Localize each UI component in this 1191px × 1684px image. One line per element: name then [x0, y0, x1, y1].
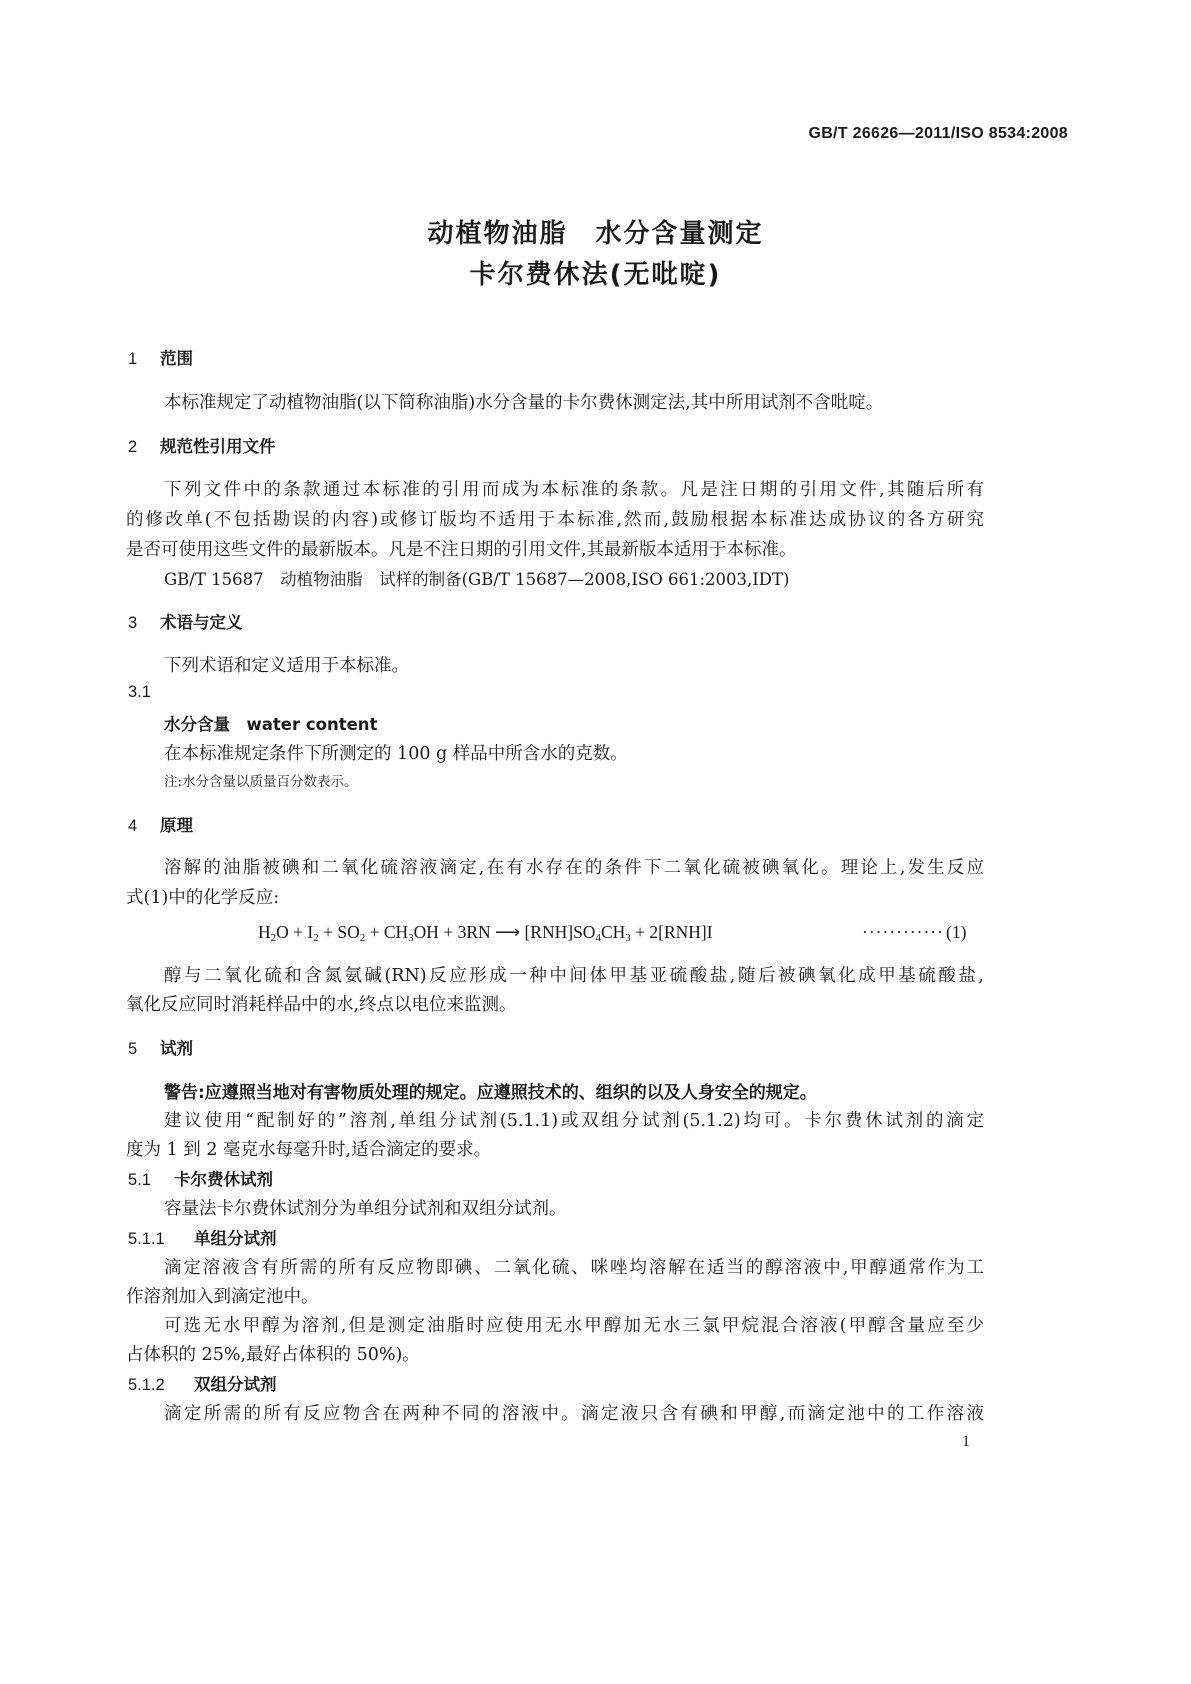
section-3-heading [128, 609, 243, 633]
section-title: 规范性引用文件 [160, 437, 276, 456]
subsection-title: 双组分试剂 [194, 1375, 277, 1394]
section-number: 4 [128, 817, 138, 835]
section-number: 1 [128, 350, 138, 368]
paragraph-line: 度为 1 到 2 毫克水每毫升时,适合滴定的要求。 [126, 1140, 492, 1160]
paragraph-line: 式(1)中的化学反应: [126, 888, 280, 908]
paragraph: 本标准规定了动植物油脂(以下简称油脂)水分含量的卡尔费休测定法,其中所用试剂不含吡啶。 [164, 393, 884, 413]
section-4-heading [128, 812, 193, 836]
safety-warning: 警告:应遵照当地对有害物质处理的规定。应遵照技术的、组织的以及人身安全的规定。 [164, 1083, 817, 1103]
section-title: 原理 [160, 816, 193, 835]
section-number: 3 [128, 614, 138, 632]
section-title: 范围 [160, 349, 193, 368]
paragraph-line: 作溶剂加入到滴定池中。 [126, 1287, 319, 1307]
paragraph-line: 醇与二氧化硫和含氮氨碱(RN)反应形成一种中间体甲基亚硫酸盐,随后被碘氧化成甲基硫酸盐, [164, 966, 984, 986]
subsection-number: 5.1.2 [128, 1376, 165, 1394]
term-number-text: 3.1 [128, 683, 151, 701]
subsection-5-1-heading [128, 1166, 273, 1190]
term-definition: 在本标准规定条件下所测定的 100 g 样品中所含水的克数。 [164, 744, 628, 764]
section-title: 术语与定义 [160, 613, 243, 632]
normative-reference: GB/T 15687 动植物油脂 试样的制备(GB/T 15687—2008,ISO 661:2003,IDT) [164, 570, 790, 589]
paragraph-line: 是否可使用这些文件的最新版本。凡是不注日期的引用文件,其最新版本适用于本标准。 [126, 540, 797, 560]
equation-number: (1) [946, 922, 967, 942]
paragraph-line: 溶解的油脂被碘和二氧化硫溶液滴定,在有水存在的条件下二氧化硫被碘氧化。理论上,发生反应 [164, 858, 984, 878]
paragraph: 下列术语和定义适用于本标准。 [164, 656, 409, 676]
subsection-title: 卡尔费休试剂 [174, 1170, 273, 1189]
subsection-5-1-1-heading [128, 1225, 277, 1249]
paragraph-line: 滴定所需的所有反应物含在两种不同的溶液中。滴定液只含有碘和甲醇,而滴定池中的工作溶液 [164, 1404, 984, 1424]
chemical-equation: $H_2O + I_2 + SO_2 + CH_3OH + 3RN$ ⟶ $[RNH]SO_4CH_3 + 2[RNH]I$ [258, 922, 713, 944]
term-name: 水分含量 water content [164, 715, 378, 734]
standard-number: GB/T 26626—2011/ISO 8534:2008 [808, 125, 1068, 142]
term-note: 注:水分含量以质量百分数表示。 [164, 774, 358, 790]
paragraph-line: 建议使用“配制好的”溶剂,单组分试剂(5.1.1)或双组分试剂(5.1.2)均可。卡尔费休试剂的滴定 [164, 1111, 984, 1131]
paragraph-line: 滴定溶液含有所需的所有反应物即碘、二氧化硫、咪唑均溶解在适当的醇溶液中,甲醇通常作为工 [164, 1258, 984, 1278]
document-title-line1: 动植物油脂 水分含量测定 [427, 219, 764, 249]
document-title-line2: 卡尔费休法(无吡啶) [469, 260, 722, 290]
paragraph-line: 的修改单(不包括勘误的内容)或修订版均不适用于本标准,然而,鼓励根据本标准达成协议的各方研究 [126, 510, 984, 530]
paragraph-line: 可选无水甲醇为溶剂,但是测定油脂时应使用无水甲醇加无水三氯甲烷混合溶液(甲醇含量应至少 [164, 1316, 984, 1336]
section-2-heading [128, 433, 276, 457]
paragraph: 容量法卡尔费休试剂分为单组分试剂和双组分试剂。 [164, 1199, 567, 1219]
paragraph-line: 下列文件中的条款通过本标准的引用而成为本标准的条款。凡是注日期的引用文件,其随后所有 [164, 480, 984, 500]
paragraph-line: 氧化反应同时消耗样品中的水,终点以电位来监测。 [126, 995, 517, 1015]
subsection-number: 5.1.1 [128, 1230, 165, 1248]
subsection-title: 单组分试剂 [194, 1229, 277, 1248]
section-number: 5 [128, 1040, 138, 1058]
subsection-number: 5.1 [128, 1171, 151, 1189]
section-1-heading [128, 345, 193, 369]
equation-leader: ············ [862, 922, 944, 942]
term-number [128, 682, 151, 702]
section-title: 试剂 [160, 1039, 193, 1058]
subsection-5-1-2-heading [128, 1371, 277, 1395]
section-5-heading [128, 1035, 193, 1059]
page-number: 1 [962, 1433, 970, 1450]
section-number: 2 [128, 438, 138, 456]
paragraph-line: 占体积的 25%,最好占体积的 50%)。 [126, 1345, 420, 1365]
